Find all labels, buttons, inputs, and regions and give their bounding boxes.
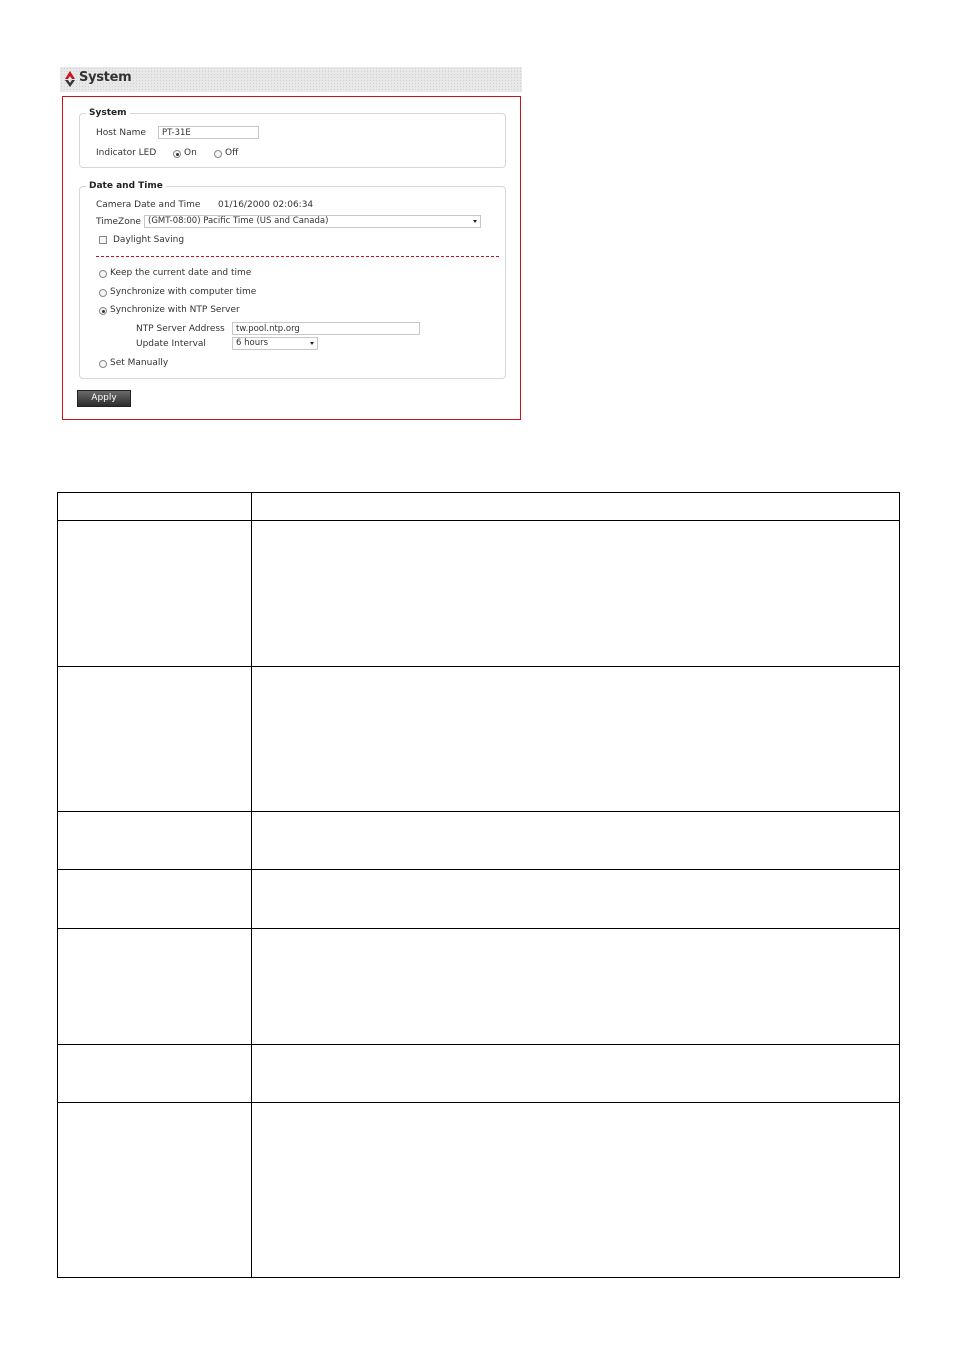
camera-datetime-label: Camera Date and Time xyxy=(96,200,201,210)
table-cell xyxy=(252,870,900,929)
host-name-label: Host Name xyxy=(96,128,146,138)
system-settings-panel xyxy=(62,96,521,420)
chevron-down-icon xyxy=(310,342,314,345)
led-on-label: On xyxy=(184,148,197,158)
table-cell xyxy=(58,812,252,870)
apply-button[interactable]: Apply xyxy=(77,390,131,407)
table-row xyxy=(58,1103,900,1278)
table-row xyxy=(58,812,900,870)
table-cell xyxy=(58,929,252,1045)
chevron-down-icon xyxy=(473,220,477,223)
led-on-radio[interactable] xyxy=(173,150,181,158)
table-cell xyxy=(252,812,900,870)
timezone-value: (GMT-08:00) Pacific Time (US and Canada) xyxy=(148,216,329,226)
set-manually-radio[interactable] xyxy=(99,360,107,368)
led-off-radio[interactable] xyxy=(214,150,222,158)
table-cell xyxy=(252,521,900,667)
table-cell xyxy=(58,1045,252,1103)
table-cell xyxy=(252,1103,900,1278)
timezone-select[interactable] xyxy=(144,215,481,228)
ntp-server-input[interactable] xyxy=(232,322,420,335)
sync-ntp-label: Synchronize with NTP Server xyxy=(110,305,240,315)
description-table xyxy=(57,492,900,1278)
table-cell xyxy=(58,870,252,929)
daylight-saving-checkbox[interactable] xyxy=(99,236,107,244)
table-row xyxy=(58,493,900,521)
table-cell xyxy=(58,667,252,812)
table-cell xyxy=(252,667,900,812)
timezone-label: TimeZone xyxy=(96,217,141,227)
dashed-divider xyxy=(96,256,499,257)
update-interval-label: Update Interval xyxy=(136,339,206,349)
table-cell xyxy=(58,1103,252,1278)
table-cell xyxy=(58,521,252,667)
table-row xyxy=(58,521,900,667)
system-group xyxy=(79,108,506,168)
sync-computer-label: Synchronize with computer time xyxy=(110,287,257,297)
camera-datetime-value: 01/16/2000 02:06:34 xyxy=(218,200,314,210)
date-time-group-legend: Date and Time xyxy=(89,181,163,191)
update-interval-value: 6 hours xyxy=(236,338,269,348)
table-cell xyxy=(252,1045,900,1103)
sync-computer-radio[interactable] xyxy=(99,289,107,297)
led-off-label: Off xyxy=(225,148,239,158)
system-group-legend: System xyxy=(89,108,127,118)
table-row xyxy=(58,667,900,812)
keep-current-radio[interactable] xyxy=(99,270,107,278)
daylight-saving-label: Daylight Saving xyxy=(113,235,185,245)
table-row xyxy=(58,870,900,929)
update-interval-select[interactable] xyxy=(232,337,318,350)
host-name-input[interactable] xyxy=(158,126,259,139)
table-row xyxy=(58,1045,900,1103)
table-cell xyxy=(58,493,252,521)
table-row xyxy=(58,929,900,1045)
keep-current-label: Keep the current date and time xyxy=(110,268,252,278)
set-manually-label: Set Manually xyxy=(110,358,169,368)
table-cell xyxy=(252,929,900,1045)
sync-ntp-radio[interactable] xyxy=(99,307,107,315)
ntp-server-label: NTP Server Address xyxy=(136,324,225,334)
table-cell xyxy=(252,493,900,521)
page-title: System xyxy=(79,70,132,85)
page-header xyxy=(60,67,522,92)
indicator-led-label: Indicator LED xyxy=(96,148,157,158)
logo-icon xyxy=(64,70,76,88)
